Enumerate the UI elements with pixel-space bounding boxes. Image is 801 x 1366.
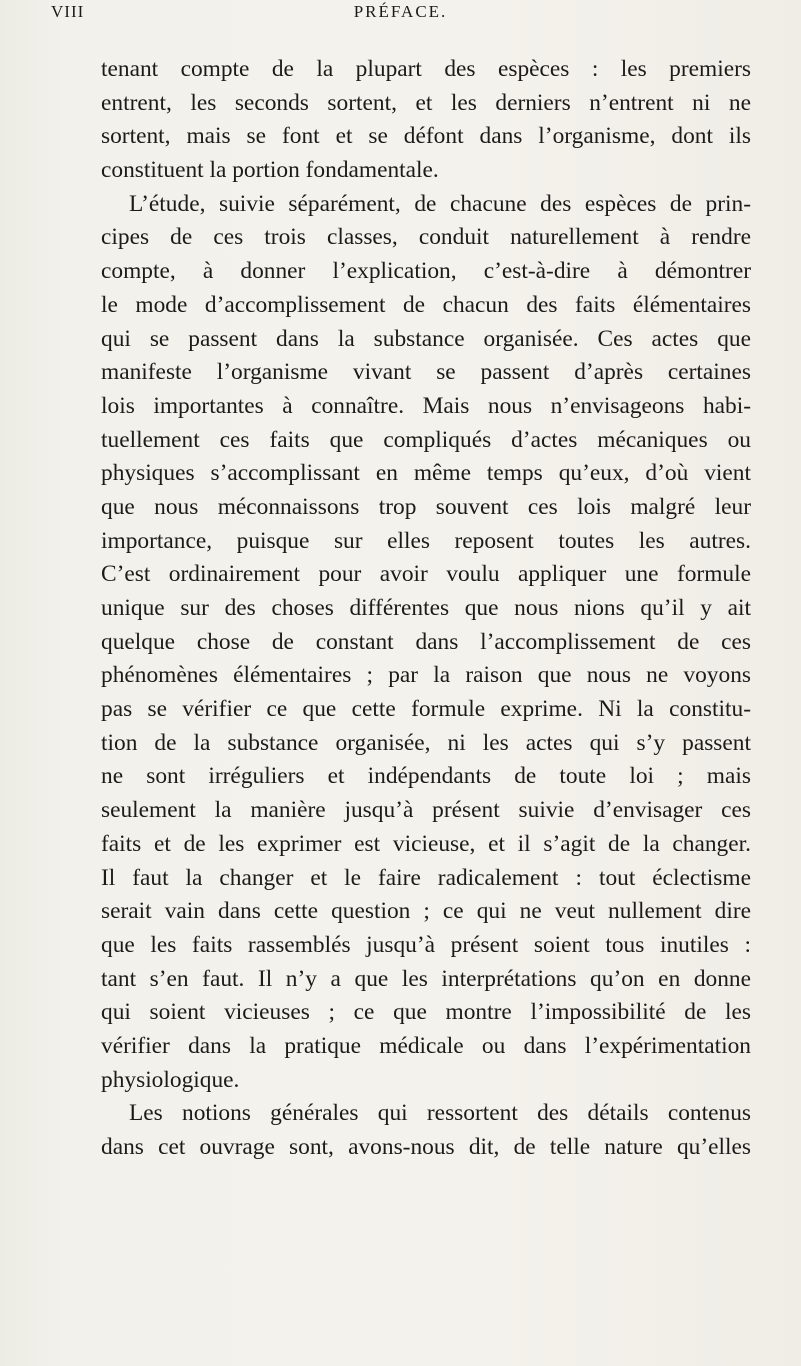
text-line: physiologique. bbox=[101, 1066, 240, 1093]
text-line: entrent, les seconds sortent, et les derniers n’entrent ni ne bbox=[101, 89, 751, 116]
text-line: Il faut la changer et le faire radicalement : tout éclectisme bbox=[101, 864, 751, 891]
text-line: phénomènes élémentaires ; par la raison que nous ne voyons bbox=[101, 662, 751, 689]
text-line: physiques s’accomplissant en même temps qu’eux, d’où vient bbox=[101, 460, 751, 487]
text-line: faits et de les exprimer est vicieuse, et il s’agit de la changer. bbox=[101, 830, 751, 857]
text-line: tant s’en faut. Il n’y a que les interprétations qu’on en donne bbox=[101, 965, 751, 992]
text-line: Les notions générales qui ressortent des détails contenus bbox=[129, 1100, 751, 1127]
text-line: serait vain dans cette question ; ce qui ne veut nullement dire bbox=[101, 898, 751, 925]
page-number: VIII bbox=[51, 2, 85, 21]
text-line: le mode d’accomplissement de chacun des faits élémentaires bbox=[101, 291, 751, 318]
text-line: L’étude, suivie séparément, de chacune des espèces de prin- bbox=[129, 190, 751, 217]
text-line: seulement la manière jusqu’à présent suivie d’envisager ces bbox=[101, 797, 751, 824]
text-line: unique sur des choses différentes que nous nions qu’il y ait bbox=[101, 595, 751, 621]
text-line: ne sont irréguliers et indépendants de toute loi ; mais bbox=[101, 763, 751, 790]
text-line: compte, à donner l’explication, c’est-à-dire à démontrer bbox=[101, 258, 751, 285]
text-line: C’est ordinairement pour avoir voulu appliquer une formule bbox=[101, 561, 751, 588]
text-line: importance, puisque sur elles reposent toutes les autres. bbox=[101, 527, 751, 554]
text-line: que les faits rassemblés jusqu’à présent soient tous inutiles : bbox=[101, 931, 751, 958]
text-line: tuellement ces faits que compliqués d’actes mécaniques ou bbox=[101, 426, 751, 453]
text-line: lois importantes à connaître. Mais nous n’envisageons habi- bbox=[101, 392, 751, 419]
running-title: PRÉFACE. bbox=[353, 2, 448, 21]
text-line: pas se vérifier ce que cette formule exprime. Ni la constitu- bbox=[101, 696, 751, 723]
text-line: tenant compte de la plupart des espèces : les premiers bbox=[101, 56, 751, 82]
text-line: dans cet ouvrage sont, avons-nous dit, de telle nature qu’elles bbox=[101, 1134, 751, 1160]
text-line: constituent la portion fondamentale. bbox=[101, 157, 439, 184]
text-line: vérifier dans la pratique médicale ou dans l’expérimentation bbox=[101, 1032, 751, 1059]
text-line: quelque chose de constant dans l’accomplissement de ces bbox=[101, 628, 751, 655]
text-line: cipes de ces trois classes, conduit naturellement à rendre bbox=[101, 224, 751, 251]
text-line: sortent, mais se font et se défont dans l’organisme, dont ils bbox=[101, 123, 751, 150]
body-text bbox=[101, 53, 751, 1165]
text-line: que nous méconnaissons trop souvent ces lois malgré leur bbox=[101, 493, 751, 520]
text-line: qui soient vicieuses ; ce que montre l’impossibilité de les bbox=[101, 999, 751, 1026]
text-line: qui se passent dans la substance organisée. Ces actes que bbox=[101, 325, 751, 352]
text-line: manifeste l’organisme vivant se passent d’après certaines bbox=[101, 359, 751, 386]
running-head bbox=[0, 2, 801, 24]
text-line: tion de la substance organisée, ni les actes qui s’y passent bbox=[101, 729, 751, 756]
